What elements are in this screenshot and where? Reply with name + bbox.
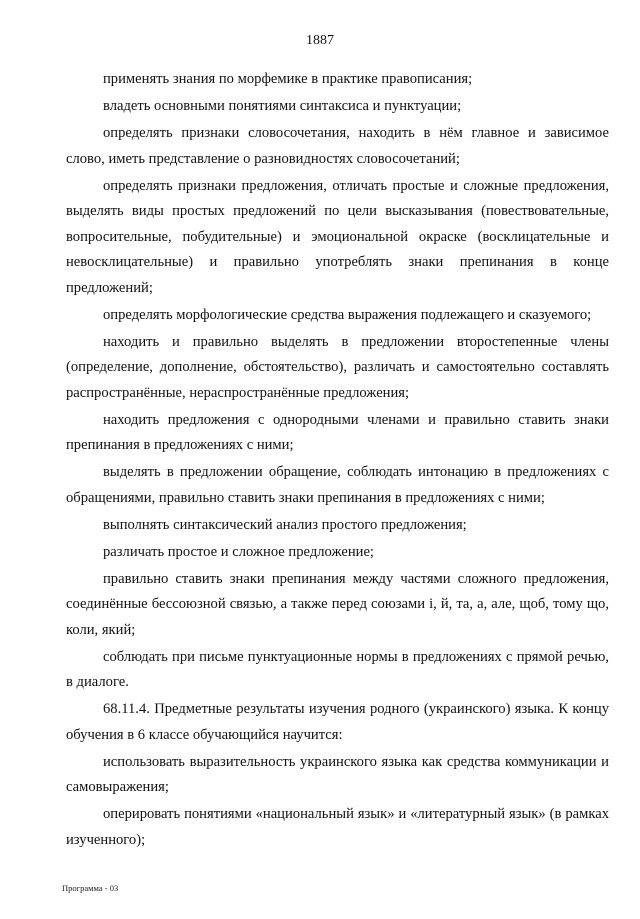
page-number: 1887 <box>306 33 334 48</box>
paragraph: выполнять синтаксический анализ простого предложения; <box>103 516 467 533</box>
paragraph: выделять в предложении обращение, соблюдать интонацию в предложениях с обращениями, правильно ставить знаки препинания в предложениях с ними; <box>66 464 609 506</box>
paragraph: правильно ставить знаки препинания между частями сложного предложения, соединённые бессоюзной связью, а также перед союзами і, й, та, а, але, щоб, тому що, коли, який; <box>66 570 609 638</box>
paragraph: определять признаки предложения, отличать простые и сложные предложения, выделять виды простых предложений по цели высказывания (повествовательные, вопросительные, побудительные) и эмоциональной окраске (восклицательные и невосклицательные) и правильно употреблять знаки препинания в конце предложений; <box>66 177 609 296</box>
paragraph: определять признаки словосочетания, находить в нём главное и зависимое слово, иметь представление о разновидностях словосочетаний; <box>66 125 609 167</box>
paragraph: находить и правильно выделять в предложении второстепенные члены (определение, дополнение, обстоятельство), различать и самостоятельно составлять распространённые, нераспространённые предложения; <box>66 333 609 401</box>
section-heading-paragraph: 68.11.4. Предметные результаты изучения родного (украинского) языка. К концу обучения в 6 классе обучающийся научится: <box>66 701 609 743</box>
paragraph: владеть основными понятиями синтаксиса и пунктуации; <box>103 98 462 114</box>
paragraph: определять морфологические средства выражения подлежащего и сказуемого; <box>103 306 592 323</box>
document-body <box>66 67 609 855</box>
page-footer: Программа - 03 <box>62 883 119 893</box>
paragraph: оперировать понятиями «национальный язык» и «литературный язык» (в рамках изученного); <box>66 806 609 848</box>
paragraph: использовать выразительность украинского языка как средства коммуникации и самовыражения; <box>66 753 609 795</box>
paragraph: применять знания по морфемике в практике правописания; <box>103 71 473 87</box>
paragraph: соблюдать при письме пунктуационные нормы в предложениях с прямой речью, в диалоге. <box>66 648 609 690</box>
paragraph: различать простое и сложное предложение; <box>103 543 374 560</box>
paragraph: находить предложения с однородными членами и правильно ставить знаки препинания в предложениях с ними; <box>66 411 609 453</box>
